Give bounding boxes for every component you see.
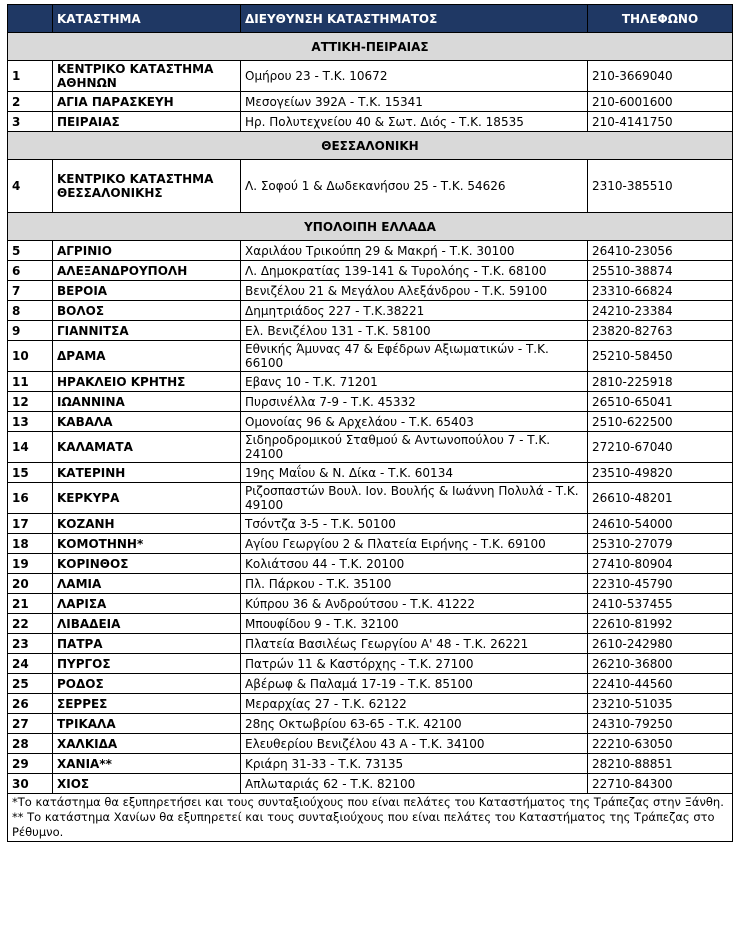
store-address: Ριζοσπαστών Βουλ. Ιον. Βουλής & Ιωάννη Πολυλά - Τ.Κ. 49100 [241, 483, 588, 514]
store-address: Κύπρου 36 & Ανδρούτσου - Τ.Κ. 41222 [241, 594, 588, 614]
store-phone: 25510-38874 [588, 261, 733, 281]
store-address: Αβέρωφ & Παλαμά 17-19 - Τ.Κ. 85100 [241, 674, 588, 694]
store-name: ΠΕΙΡΑΙΑΣ [53, 112, 241, 132]
store-address: Μπουφίδου 9 - Τ.Κ. 32100 [241, 614, 588, 634]
store-number: 3 [8, 112, 53, 132]
store-address: Πυρσινέλλα 7-9 - Τ.Κ. 45332 [241, 392, 588, 412]
store-address: Σιδηροδρομικού Σταθμού & Αντωνοπούλου 7 - Τ.Κ. 24100 [241, 432, 588, 463]
table-row [8, 341, 733, 372]
table-row [8, 321, 733, 341]
store-phone: 22310-45790 [588, 574, 733, 594]
store-name: ΛΑΡΙΣΑ [53, 594, 241, 614]
store-address: Λ. Σοφού 1 & Δωδεκανήσου 25 - Τ.Κ. 54626 [241, 160, 588, 213]
store-number: 30 [8, 774, 53, 794]
store-phone: 23310-66824 [588, 281, 733, 301]
store-name: ΤΡΙΚΑΛΑ [53, 714, 241, 734]
store-phone: 23210-51035 [588, 694, 733, 714]
store-number: 19 [8, 554, 53, 574]
table-row [8, 281, 733, 301]
store-number: 29 [8, 754, 53, 774]
store-name: ΚΕΝΤΡΙΚΟ ΚΑΤΑΣΤΗΜΑ ΘΕΣΣΑΛΟΝΙΚΗΣ [53, 160, 241, 213]
store-phone: 22610-81992 [588, 614, 733, 634]
store-number: 25 [8, 674, 53, 694]
store-phone: 2510-622500 [588, 412, 733, 432]
store-name: ΒΕΡΟΙΑ [53, 281, 241, 301]
store-phone: 24210-23384 [588, 301, 733, 321]
store-name: ΒΟΛΟΣ [53, 301, 241, 321]
store-phone: 26210-36800 [588, 654, 733, 674]
store-address: Ελ. Βενιζέλου 131 - Τ.Κ. 58100 [241, 321, 588, 341]
store-number: 18 [8, 534, 53, 554]
store-address: Κολιάτσου 44 - Τ.Κ. 20100 [241, 554, 588, 574]
store-address: Ελευθερίου Βενιζέλου 43 Α - Τ.Κ. 34100 [241, 734, 588, 754]
table-row [8, 241, 733, 261]
store-address: Πατρών 11 & Καστόρχης - Τ.Κ. 27100 [241, 654, 588, 674]
store-number: 14 [8, 432, 53, 463]
store-address: Δημητριάδος 227 - Τ.Κ.38221 [241, 301, 588, 321]
footnote-komotini: *Το κατάστημα θα εξυπηρετήσει και τους συνταξιούχους που είναι πελάτες του Καταστήματος της Τράπεζας στην Ξάνθη. [12, 795, 724, 809]
table-row [8, 734, 733, 754]
table-row [8, 61, 733, 92]
store-number: 9 [8, 321, 53, 341]
store-phone: 23510-49820 [588, 463, 733, 483]
store-number: 22 [8, 614, 53, 634]
table-row [8, 92, 733, 112]
store-name: ΚΑΒΑΛΑ [53, 412, 241, 432]
store-address: Τσόντζα 3-5 - Τ.Κ. 50100 [241, 514, 588, 534]
table-row [8, 514, 733, 534]
header-row [8, 5, 733, 33]
store-phone: 2410-537455 [588, 594, 733, 614]
store-name: ΚΑΛΑΜΑΤΑ [53, 432, 241, 463]
store-name: ΣΕΡΡΕΣ [53, 694, 241, 714]
footnotes-cell [8, 794, 733, 842]
table-row [8, 301, 733, 321]
store-phone: 27210-67040 [588, 432, 733, 463]
store-phone: 2610-242980 [588, 634, 733, 654]
store-name: ΛΙΒΑΔΕΙΑ [53, 614, 241, 634]
store-address: Πλ. Πάρκου - Τ.Κ. 35100 [241, 574, 588, 594]
table-row [8, 554, 733, 574]
store-number: 5 [8, 241, 53, 261]
store-address: Κριάρη 31-33 - Τ.Κ. 73135 [241, 754, 588, 774]
table-row [8, 574, 733, 594]
store-number: 26 [8, 694, 53, 714]
store-name: ΛΑΜΙΑ [53, 574, 241, 594]
store-name: ΓΙΑΝΝΙΤΣΑ [53, 321, 241, 341]
store-name: ΗΡΑΚΛΕΙΟ ΚΡΗΤΗΣ [53, 372, 241, 392]
store-number: 11 [8, 372, 53, 392]
store-name: ΡΟΔΟΣ [53, 674, 241, 694]
table-row [8, 372, 733, 392]
store-name: ΑΓΙΑ ΠΑΡΑΣΚΕΥΗ [53, 92, 241, 112]
store-phone: 24610-54000 [588, 514, 733, 534]
store-phone: 28210-88851 [588, 754, 733, 774]
section-title: ΘΕΣΣΑΛΟΝΙΚΗ [8, 132, 733, 160]
store-number: 20 [8, 574, 53, 594]
store-number: 24 [8, 654, 53, 674]
store-number: 12 [8, 392, 53, 412]
table-row [8, 594, 733, 614]
store-name: ΚΑΤΕΡΙΝΗ [53, 463, 241, 483]
store-name: ΚΕΝΤΡΙΚΟ ΚΑΤΑΣΤΗΜΑ ΑΘΗΝΩΝ [53, 61, 241, 92]
table-row [8, 774, 733, 794]
store-address: Πλατεία Βασιλέως Γεωργίου Α' 48 - Τ.Κ. 26221 [241, 634, 588, 654]
store-number: 27 [8, 714, 53, 734]
store-address: Ομονοίας 96 & Αρχελάου - Τ.Κ. 65403 [241, 412, 588, 432]
store-name: ΚΟΜΟΤΗΝΗ* [53, 534, 241, 554]
store-phone: 22710-84300 [588, 774, 733, 794]
section-title: ΥΠΟΛΟΙΠΗ ΕΛΛΑΔΑ [8, 213, 733, 241]
header-num [8, 5, 53, 33]
table-row [8, 714, 733, 734]
table-row [8, 112, 733, 132]
store-phone: 24310-79250 [588, 714, 733, 734]
table-row [8, 432, 733, 463]
store-phone: 23820-82763 [588, 321, 733, 341]
store-address: Χαριλάου Τρικούπη 29 & Μακρή - Τ.Κ. 30100 [241, 241, 588, 261]
store-name: ΑΛΕΞΑΝΔΡΟΥΠΟΛΗ [53, 261, 241, 281]
store-name: ΧΙΟΣ [53, 774, 241, 794]
table-row [8, 160, 733, 213]
store-address: Ομήρου 23 - Τ.Κ. 10672 [241, 61, 588, 92]
store-number: 8 [8, 301, 53, 321]
store-name: ΙΩΑΝΝΙΝΑ [53, 392, 241, 412]
table-row [8, 412, 733, 432]
store-address: 19ης Μαΐου & Ν. Δίκα - Τ.Κ. 60134 [241, 463, 588, 483]
table-row [8, 463, 733, 483]
store-number: 16 [8, 483, 53, 514]
table-row [8, 534, 733, 554]
section-header-row [8, 33, 733, 61]
store-number: 13 [8, 412, 53, 432]
table-row [8, 634, 733, 654]
store-address: Εβανς 10 - Τ.Κ. 71201 [241, 372, 588, 392]
store-phone: 2810-225918 [588, 372, 733, 392]
table-row [8, 261, 733, 281]
store-name: ΧΑΛΚΙΔΑ [53, 734, 241, 754]
store-name: ΧΑΝΙΑ** [53, 754, 241, 774]
store-address: Λ. Δημοκρατίας 139-141 & Τυρολόης - Τ.Κ. 68100 [241, 261, 588, 281]
store-name: ΚΟΡΙΝΘΟΣ [53, 554, 241, 574]
table-row [8, 754, 733, 774]
store-phone: 27410-80904 [588, 554, 733, 574]
header-phone: ΤΗΛΕΦΩΝΟ [588, 5, 733, 33]
store-number: 7 [8, 281, 53, 301]
store-name: ΔΡΑΜΑ [53, 341, 241, 372]
table-row [8, 674, 733, 694]
table-row [8, 694, 733, 714]
store-phone: 210-6001600 [588, 92, 733, 112]
store-name: ΚΕΡΚΥΡΑ [53, 483, 241, 514]
table-row [8, 392, 733, 412]
section-header-row [8, 132, 733, 160]
store-number: 2 [8, 92, 53, 112]
store-phone: 210-4141750 [588, 112, 733, 132]
store-number: 17 [8, 514, 53, 534]
table-row [8, 654, 733, 674]
store-phone: 22210-63050 [588, 734, 733, 754]
store-address: Μεραρχίας 27 - Τ.Κ. 62122 [241, 694, 588, 714]
store-address: 28ης Οκτωβρίου 63-65 - Τ.Κ. 42100 [241, 714, 588, 734]
store-phone: 210-3669040 [588, 61, 733, 92]
header-address: ΔΙΕΥΘΥΝΣΗ ΚΑΤΑΣΤΗΜΑΤΟΣ [241, 5, 588, 33]
store-name: ΑΓΡΙΝΙΟ [53, 241, 241, 261]
store-table [7, 4, 733, 842]
store-address: Βενιζέλου 21 & Μεγάλου Αλεξάνδρου - Τ.Κ. 59100 [241, 281, 588, 301]
store-name: ΠΥΡΓΟΣ [53, 654, 241, 674]
store-list-document [7, 4, 732, 842]
table-row [8, 614, 733, 634]
section-title: ΑΤΤΙΚΗ-ΠΕΙΡΑΙΑΣ [8, 33, 733, 61]
table-row [8, 483, 733, 514]
store-address: Ηρ. Πολυτεχνείου 40 & Σωτ. Διός - Τ.Κ. 18535 [241, 112, 588, 132]
store-number: 21 [8, 594, 53, 614]
store-number: 1 [8, 61, 53, 92]
store-phone: 26610-48201 [588, 483, 733, 514]
store-phone: 2310-385510 [588, 160, 733, 213]
footnotes-row [8, 794, 733, 842]
store-name: ΚΟΖΑΝΗ [53, 514, 241, 534]
store-number: 23 [8, 634, 53, 654]
section-header-row [8, 213, 733, 241]
store-number: 10 [8, 341, 53, 372]
store-phone: 25310-27079 [588, 534, 733, 554]
store-number: 15 [8, 463, 53, 483]
store-number: 28 [8, 734, 53, 754]
store-address: Απλωταριάς 62 - Τ.Κ. 82100 [241, 774, 588, 794]
store-phone: 25210-58450 [588, 341, 733, 372]
store-number: 6 [8, 261, 53, 281]
store-address: Αγίου Γεωργίου 2 & Πλατεία Ειρήνης - Τ.Κ. 69100 [241, 534, 588, 554]
store-name: ΠΑΤΡΑ [53, 634, 241, 654]
store-address: Μεσογείων 392Α - Τ.Κ. 15341 [241, 92, 588, 112]
store-phone: 22410-44560 [588, 674, 733, 694]
store-address: Εθνικής Άμυνας 47 & Εφέδρων Αξιωματικών - Τ.Κ. 66100 [241, 341, 588, 372]
store-phone: 26510-65041 [588, 392, 733, 412]
header-store: ΚΑΤΑΣΤΗΜΑ [53, 5, 241, 33]
store-phone: 26410-23056 [588, 241, 733, 261]
footnote-chania: ** Το κατάστημα Χανίων θα εξυπηρετεί και τους συνταξιούχους που είναι πελάτες του Καταστήματος της Τράπεζας στο Ρέθυμνο. [12, 810, 715, 839]
store-number: 4 [8, 160, 53, 213]
